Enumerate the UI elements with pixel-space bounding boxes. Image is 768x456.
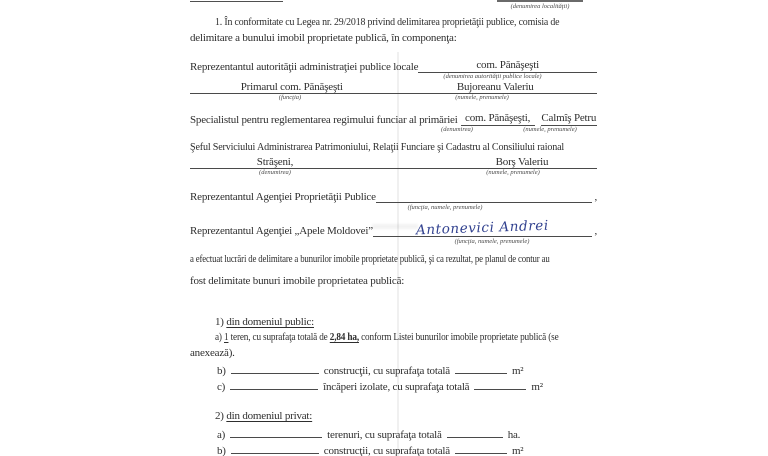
private-domain-heading [215,410,312,422]
blank-count-field [230,378,318,390]
chief-name-caption: (numele, prenumele) [486,169,540,176]
item-index: a) [217,429,226,441]
private-domain-index: 2) [215,410,224,422]
unit-label: m² [531,381,543,393]
private-item-b [217,442,523,456]
local-rep-row [190,59,597,73]
chief-value-caption: (denumirea) [259,169,291,176]
blank-count-field [230,426,322,438]
specialist-name-field: Calmîş Petru [541,112,597,124]
local-rep-label: Reprezentantul autorităţii administraţiei publice locale [190,61,419,73]
blank-count-field [231,362,319,374]
item-text: conform Listei bunurilor imobile proprietate publică (se [361,331,559,343]
public-item-c [217,378,543,393]
public-item-a-line-1 [215,331,559,343]
private-item-a [217,426,520,441]
parcel-count: 1 [224,331,229,343]
blank-area-field [474,378,526,390]
blank-area-field [447,426,503,438]
result-line-2: fost delimitate bunuri imobile proprietatea publică: [190,275,405,287]
row-comma: , [594,191,597,203]
local-rep-name: Bujoreanu Valeriu [456,81,534,93]
item-index: b) [217,445,226,456]
private-domain-heading-text: din domeniul privat: [226,410,313,422]
public-domain-heading-text: din domeniul public: [226,316,314,328]
specialist-value-field: com. Pănăşeşti, [461,112,535,126]
public-item-a-line-2: anexează). [190,347,235,359]
chief-value: Străşeni, [256,156,294,168]
result-line-1: a efectuat lucrări de delimitare a bunurilor imobile proprietate publică, şi ca rezultat, pe planul de contur au [190,253,550,265]
public-domain-heading [215,316,314,328]
apele-moldovei-caption: (funcţia, numele, prenumele) [454,238,530,245]
public-item-b [217,362,523,377]
public-property-agency-blank-field [376,202,593,203]
locality-caption: (denumirea localităţii) [510,3,570,10]
intro-line-1: 1. În conformitate cu Legea nr. 29/2018 privind delimitarea proprietăţii publice, comisia de [215,16,560,28]
item-index: c) [217,381,226,393]
item-text: construcţii, cu suprafaţa totală [323,445,450,456]
function-caption: (funcţia) [278,94,302,101]
unit-label: ha. [507,429,521,441]
local-rep-name-caption: (numele, prenumele) [455,94,509,101]
apele-moldovei-label: Reprezentantul Agenţiei „Apele Moldovei” [190,225,373,237]
unit-label: m² [511,445,524,456]
unit-label: m² [511,365,524,377]
public-domain-index: 1) [215,316,224,328]
blank-area-field [455,442,507,454]
cutoff-underline-left [190,1,283,2]
total-area-value: 2,84 ha, [329,331,359,343]
row-comma: , [594,225,597,237]
public-property-agency-caption: (funcţia, numele, prenumele) [407,204,483,211]
handwritten-signature: Antonevici Andrei [415,217,550,239]
item-text: terenuri, cu suprafaţa totală [327,429,442,441]
item-text: încăperi izolate, cu suprafaţa totală [323,381,470,393]
apele-moldovei-signature-field [373,217,593,239]
local-rep-function-name-row [190,79,597,94]
public-property-agency-label: Reprezentantul Agenţiei Proprietăţii Publice [190,191,376,203]
item-index: b) [217,365,226,377]
item-text: construcţii, cu suprafaţa totală [323,365,450,377]
specialist-value-caption: (denumirea) [441,126,473,133]
local-rep-value-field: com. Pănăşeşti [418,59,597,73]
item-index: a) [215,331,222,343]
specialist-row [190,112,597,126]
chief-line-1: Şeful Serviciului Administrarea Patrimoniului, Relaţii Funciare şi Cadastru al Consiliului raional [190,141,565,153]
blank-count-field [231,442,319,454]
item-text: teren, cu suprafaţa totală de [230,331,328,343]
local-rep-value-caption: (denumirea autorităţii publice locale) [443,73,542,80]
intro-line-2: delimitare a bunului imobil proprietate publică, în componenţa: [190,32,457,44]
cutoff-underline-right [497,0,583,2]
specialist-name-caption: (numele, prenumele) [523,126,577,133]
apele-moldovei-row [190,217,597,239]
chief-value-name-row [190,154,597,169]
specialist-label: Specialistul pentru reglementarea regimului funciar al primăriei [190,114,458,126]
chief-name: Borş Valeriu [495,156,549,168]
local-rep-function: Primarul com. Pănăşeşti [240,81,343,93]
public-property-agency-row [190,189,597,203]
blank-area-field [455,362,507,374]
